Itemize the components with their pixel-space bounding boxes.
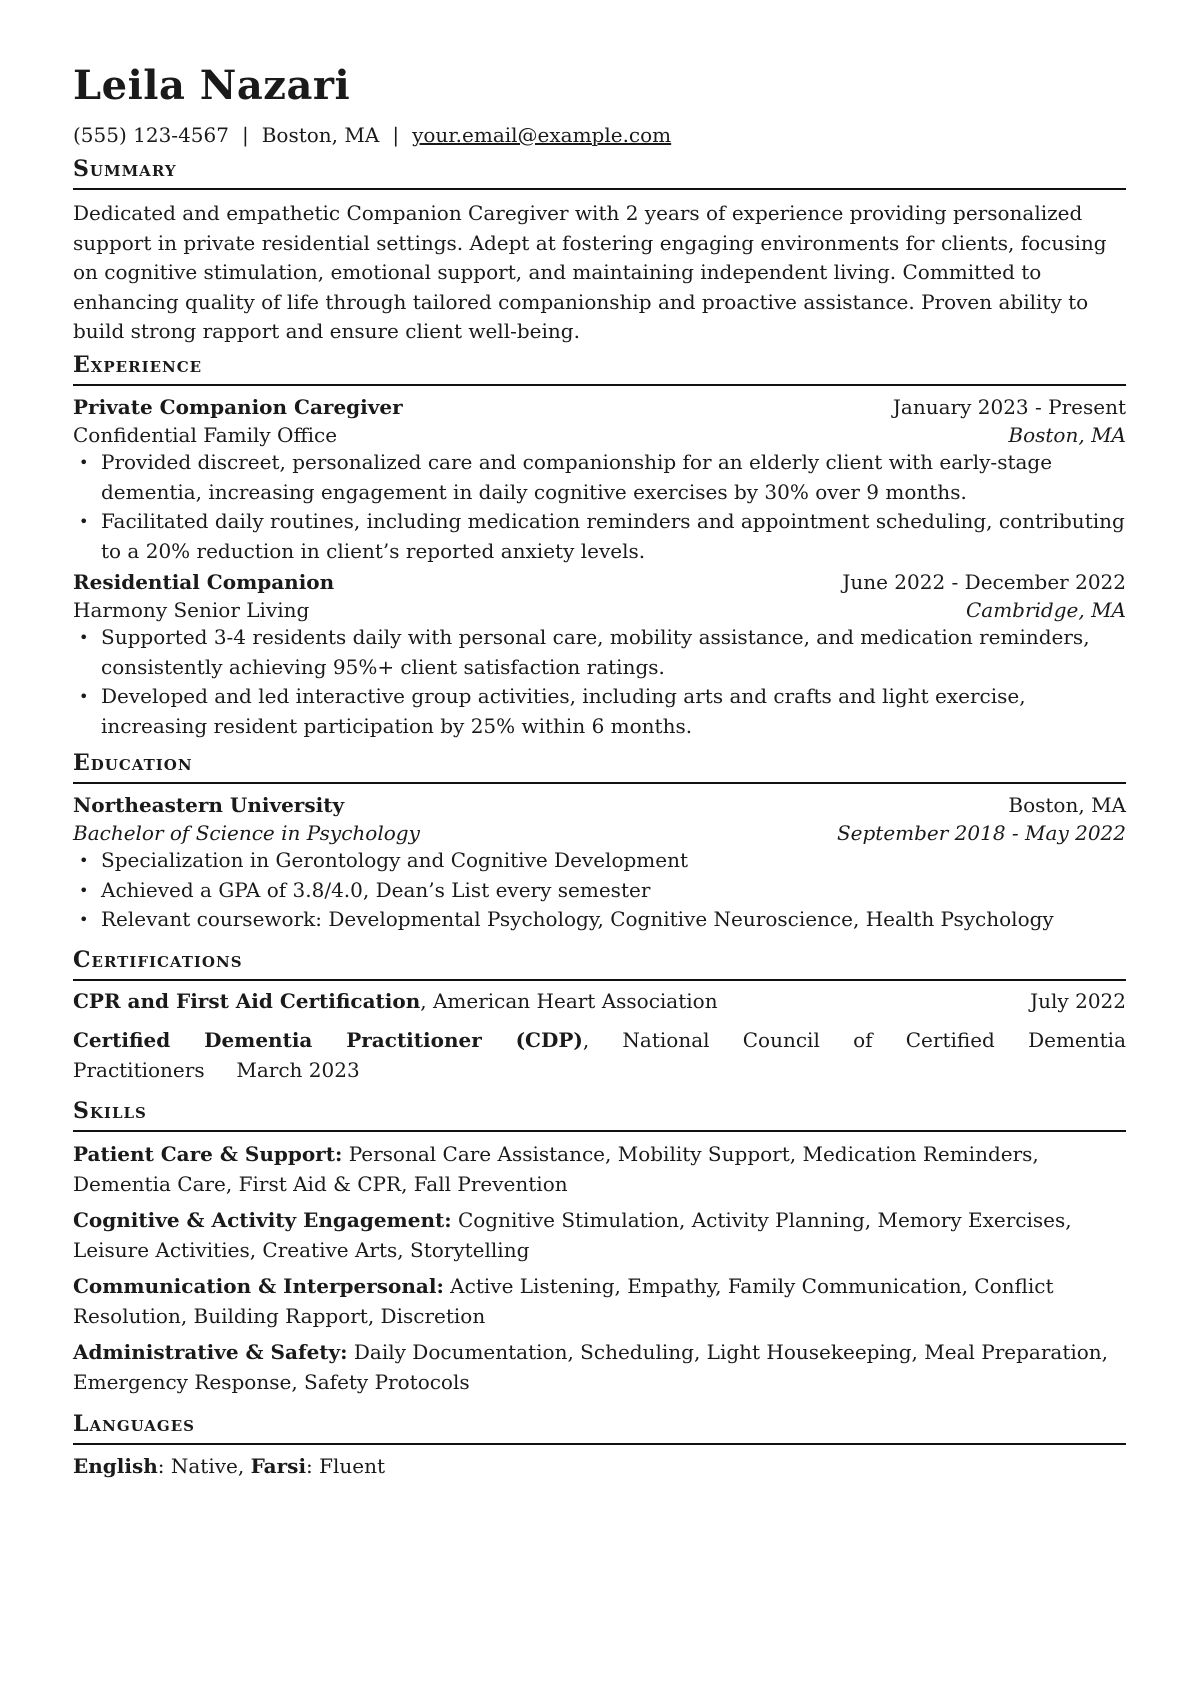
job-header <box>73 393 1126 423</box>
contact-separator: | <box>241 123 249 147</box>
experience-heading: Experience <box>73 350 1126 386</box>
skill-items: Daily Documentation, Scheduling, Light Housekeeping, Meal Preparation, Emergency Response, Safety Protocols <box>73 1340 1109 1394</box>
education-heading: Education <box>73 748 1126 784</box>
skill-label: Communication & Interpersonal: <box>73 1274 444 1298</box>
education-bullets <box>73 846 1126 935</box>
skill-group <box>73 1338 1126 1397</box>
skills-heading: Skills <box>73 1096 1126 1132</box>
list-item: • Achieved a GPA of 3.8/4.0, Dean’s List every semester <box>73 876 1126 906</box>
skill-items: Personal Care Assistance, Mobility Support, Medication Reminders, Dementia Care, First Aid & CPR, Fall Prevention <box>73 1142 1039 1196</box>
job-bullets <box>73 623 1126 741</box>
certifications-heading: Certifications <box>73 945 1126 981</box>
skill-group <box>73 1140 1126 1199</box>
job-location: Cambridge, MA <box>965 598 1126 622</box>
language-level: : Native, <box>157 1454 251 1478</box>
certification-date: July 2022 <box>1030 989 1126 1013</box>
certification-date: March 2023 <box>236 1057 360 1082</box>
education-dates: September 2018 - May 2022 <box>836 821 1126 845</box>
job-title: Private Companion Caregiver <box>73 395 403 419</box>
job-dates: January 2023 - Present <box>892 395 1126 419</box>
skill-label: Cognitive & Activity Engagement: <box>73 1208 452 1232</box>
email-link[interactable]: your.email@example.com <box>412 123 672 147</box>
candidate-name: Leila Nazari <box>73 62 351 109</box>
certification-issuer: , National Council of Certified Dementia Practitioners <box>73 1028 1127 1082</box>
language-name: Farsi <box>250 1454 307 1478</box>
languages-line <box>73 1452 1126 1482</box>
job-bullets <box>73 448 1126 566</box>
contact-separator: | <box>392 123 400 147</box>
certification-name: Certified Dementia Practitioner (CDP) <box>73 1028 583 1052</box>
education-header <box>73 791 1126 821</box>
skill-group <box>73 1272 1126 1331</box>
job-title: Residential Companion <box>73 570 335 594</box>
education-subheader <box>73 819 1126 849</box>
skill-group <box>73 1206 1126 1265</box>
skill-label: Administrative & Safety: <box>73 1340 348 1364</box>
contact-line <box>73 121 671 149</box>
language-level: : Fluent <box>306 1454 386 1478</box>
job-header <box>73 568 1126 598</box>
summary-text: Dedicated and empathetic Companion Caregiver with 2 years of experience providing personalized support in private residential settings. Adept at fostering engaging environments for clients, focusing on cognitive stimulation, emotional support, and maintaining independent living. Committed to enhancing quality of life through tailored companionship and proactive assistance. Proven ability to build strong rapport and ensure client well-being. <box>73 201 1107 343</box>
list-item: • Specialization in Gerontology and Cognitive Development <box>73 846 1126 876</box>
phone-number: (555) 123-4567 <box>73 123 229 147</box>
job-company: Confidential Family Office <box>73 423 338 447</box>
skill-items: Cognitive Stimulation, Activity Planning, Memory Exercises, Leisure Activities, Creative Arts, Storytelling <box>73 1208 1072 1262</box>
list-item: • Supported 3-4 residents daily with personal care, mobility assistance, and medication reminders, consistently achieving 95%+ client satisfaction ratings. <box>73 623 1126 682</box>
list-item: • Developed and led interactive group activities, including arts and crafts and light exercise, increasing resident participation by 25% within 6 months. <box>73 682 1126 741</box>
languages-heading: Languages <box>73 1409 1126 1445</box>
school-location: Boston, MA <box>1008 793 1126 817</box>
certification-item <box>73 1026 1126 1085</box>
job-dates: June 2022 - December 2022 <box>842 570 1126 594</box>
language-name: English <box>73 1454 158 1478</box>
location: Boston, MA <box>261 123 380 147</box>
skill-label: Patient Care & Support: <box>73 1142 343 1166</box>
certification-item <box>73 987 1126 1017</box>
job-location: Boston, MA <box>1008 423 1126 447</box>
summary-heading: Summary <box>73 154 1126 190</box>
list-item: • Relevant coursework: Developmental Psychology, Cognitive Neuroscience, Health Psychology <box>73 905 1126 935</box>
job-company: Harmony Senior Living <box>73 598 310 622</box>
job-subheader <box>73 596 1126 626</box>
list-item: • Facilitated daily routines, including medication reminders and appointment scheduling, contributing to a 20% reduction in client’s reported anxiety levels. <box>73 507 1126 566</box>
degree: Bachelor of Science in Psychology <box>73 821 420 845</box>
skill-items: Active Listening, Empathy, Family Communication, Conflict Resolution, Building Rapport, Discretion <box>73 1274 1054 1328</box>
school-name: Northeastern University <box>73 793 345 817</box>
list-item: • Provided discreet, personalized care and companionship for an elderly client with early-stage dementia, increasing engagement in daily cognitive exercises by 30% over 9 months. <box>73 448 1126 507</box>
certification-name: CPR and First Aid Certification <box>73 989 421 1013</box>
certification-issuer: , American Heart Association <box>420 989 718 1013</box>
job-subheader <box>73 421 1126 451</box>
